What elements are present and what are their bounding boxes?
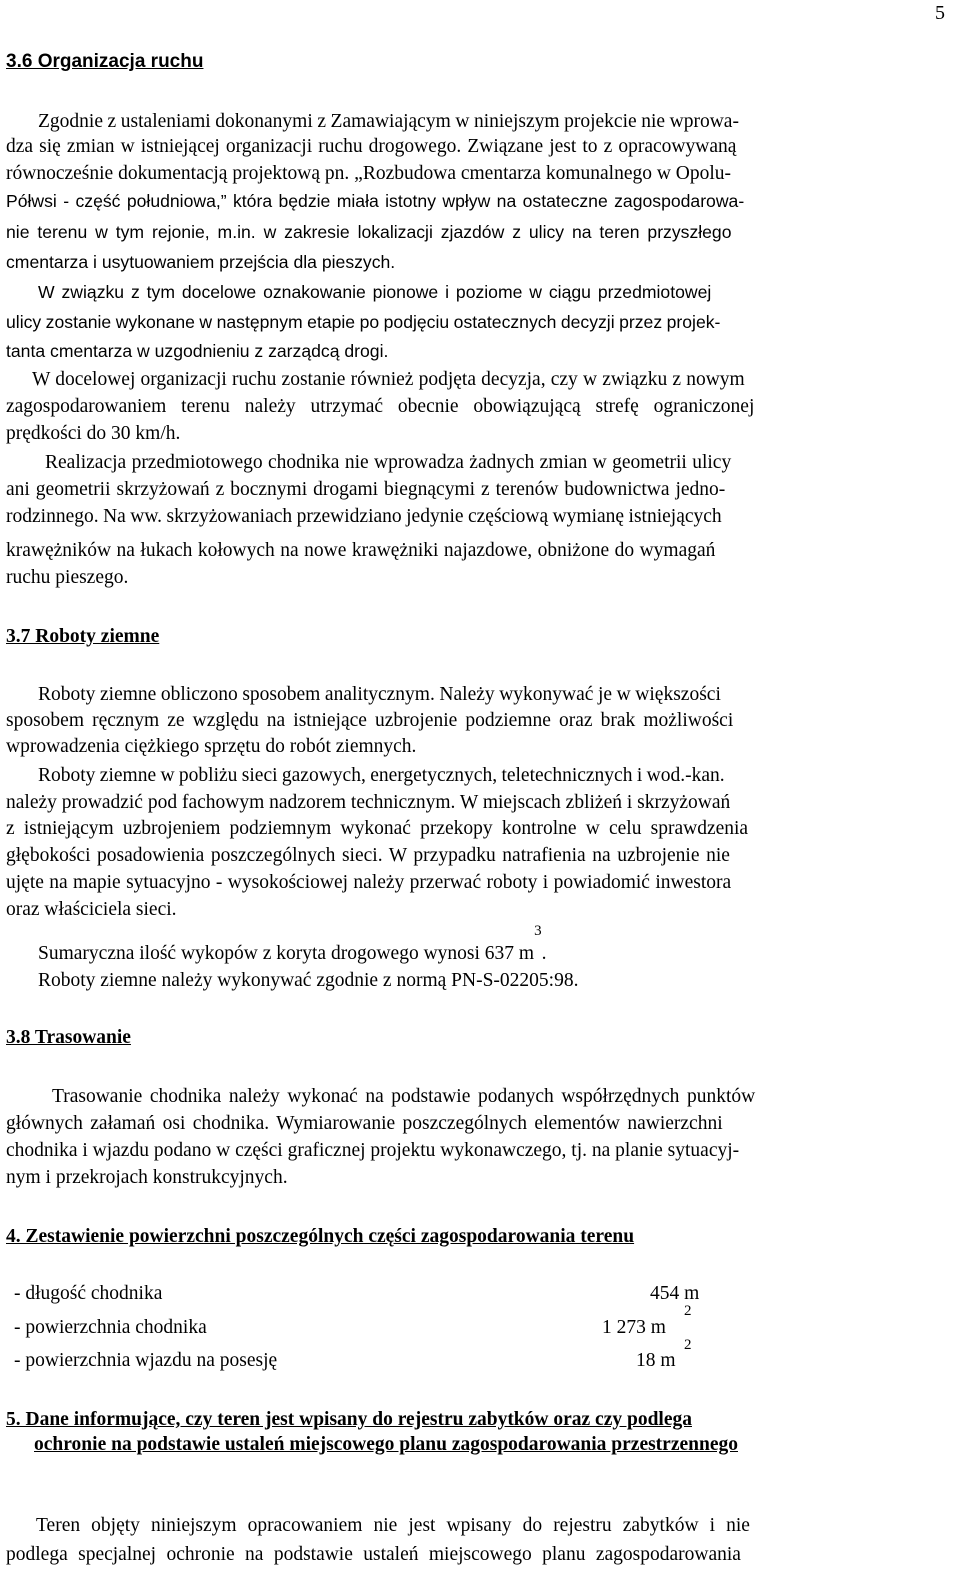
area-row-label: - powierzchnia wjazdu na posesję: [14, 1350, 278, 1371]
section-heading-5-line2: ochronie na podstawie ustaleń miejscowego planu zagospodarowania przestrzennego: [34, 1434, 738, 1455]
paragraph-line: Roboty ziemne należy wykonywać zgodnie z normą PN-S-02205:98.: [38, 970, 579, 991]
paragraph-line: Zgodnie z ustaleniami dokonanymi z Zamawiającym w niniejszym projekcie nie wprowa-: [38, 111, 739, 132]
paragraph-line: należy prowadzić pod fachowym nadzorem technicznym. W miejscach zbliżeń i skrzyżowań: [6, 792, 731, 813]
paragraph-line: Roboty ziemne w pobliżu sieci gazowych, energetycznych, teletechnicznych i wod.-kan.: [38, 765, 725, 786]
paragraph-line: ulicy zostanie wykonane w następnym etapie po podjęciu ostatecznych decyzji przez projek-: [6, 312, 721, 332]
area-row-label: - powierzchnia chodnika: [14, 1317, 207, 1338]
volume-suffix: .: [541, 943, 547, 964]
volume-line: [38, 923, 547, 967]
paragraph-line: chodnika i wjazdu podano w części graficznej projektu wykonawczego, tj. na planie sytuacyj-: [6, 1140, 740, 1161]
area-row-value: 18 m: [636, 1350, 676, 1371]
section-heading-3-6: 3.6 Organizacja ruchu: [6, 51, 204, 72]
paragraph-line: głębokości posadowienia poszczególnych sieci. W przypadku natrafienia na uzbrojenie nie: [6, 845, 730, 866]
section-heading-5-line1: 5. Dane informujące, czy teren jest wpisany do rejestru zabytków oraz czy podlega: [6, 1409, 692, 1430]
paragraph-line: głównych załamań osi chodnika. Wymiarowanie poszczególnych elementów nawierzchni: [6, 1113, 723, 1134]
paragraph-line: W związku z tym docelowe oznakowanie pionowe i poziome w ciągu przedmiotowej: [38, 282, 712, 302]
paragraph-line: ani geometrii skrzyżowań z bocznymi drogami biegnącymi z terenów budownictwa jedno-: [6, 479, 726, 500]
section-heading-3-8: 3.8 Trasowanie: [6, 1027, 131, 1048]
paragraph-line: rodzinnego. Na ww. skrzyżowaniach przewidziano jedynie częściową wymianę istniejących: [6, 506, 722, 527]
paragraph-line: cmentarza i usytuowaniem przejścia dla pieszych.: [6, 252, 396, 272]
paragraph-line: krawężników na łukach kołowych na nowe krawężniki najazdowe, obniżone do wymagań: [6, 540, 716, 561]
paragraph-line: zagospodarowaniem terenu należy utrzymać obecnie obowiązującą strefę ograniczonej: [6, 396, 755, 417]
paragraph-line: równocześnie dokumentacją projektową pn. „Rozbudowa cmentarza komunalnego w Opolu-: [6, 163, 732, 184]
area-row-exponent: 2: [684, 1303, 692, 1319]
paragraph-line: wprowadzenia ciężkiego sprzętu do robót ziemnych.: [6, 736, 417, 757]
paragraph-line: W docelowej organizacji ruchu zostanie również podjęta decyzja, czy w związku z nowym: [32, 369, 745, 390]
area-row-label: - długość chodnika: [14, 1283, 163, 1304]
paragraph-line: ujęte na mapie sytuacyjno - wysokościowej należy przerwać roboty i powiadomić inwestora: [6, 872, 732, 893]
area-row-value: 1 273 m: [602, 1317, 666, 1338]
paragraph-line: ruchu pieszego.: [6, 567, 129, 588]
page-number: 5: [935, 2, 945, 24]
paragraph-line: oraz właściciela sieci.: [6, 899, 177, 920]
paragraph-line: nym i przekrojach konstrukcyjnych.: [6, 1167, 288, 1188]
paragraph-line: tanta cmentarza w uzgodnieniu z zarządcą drogi.: [6, 341, 389, 361]
volume-text: Sumaryczna ilość wykopów z koryta drogowego wynosi 637 m: [38, 943, 535, 964]
paragraph-line: z istniejącym uzbrojeniem podziemnym wykonać przekopy kontrolne w celu sprawdzenia: [6, 818, 749, 839]
area-row-value: 454 m: [650, 1283, 700, 1304]
paragraph-line: nie terenu w tym rejonie, m.in. w zakresie lokalizacji zjazdów z ulicy na teren przyszłego: [6, 222, 732, 242]
area-row-exponent: 2: [684, 1337, 692, 1353]
section-heading-3-7: 3.7 Roboty ziemne: [6, 626, 160, 647]
paragraph-line: Półwsi - część południowa,” która będzie miała istotny wpływ na ostateczne zagospodarowa-: [6, 191, 745, 211]
paragraph-line: Roboty ziemne obliczono sposobem analitycznym. Należy wykonywać je w większości: [38, 684, 721, 705]
paragraph-line: podlega specjalnej ochronie na podstawie ustaleń miejscowego planu zagospodarowania: [6, 1544, 741, 1565]
paragraph-line: prędkości do 30 km/h.: [6, 423, 181, 444]
paragraph-line: sposobem ręcznym ze względu na istniejące uzbrojenie podziemne oraz brak możliwości: [6, 710, 734, 731]
section-heading-4: 4. Zestawienie powierzchni poszczególnych części zagospodarowania terenu: [6, 1226, 635, 1247]
paragraph-line: Trasowanie chodnika należy wykonać na podstawie podanych współrzędnych punktów: [52, 1086, 756, 1107]
paragraph-line: Realizacja przedmiotowego chodnika nie wprowadza żadnych zmian w geometrii ulicy: [45, 452, 732, 473]
paragraph-line: dza się zmian w istniejącej organizacji ruchu drogowego. Związane jest to z opracowywaną: [6, 136, 737, 157]
volume-exponent: 3: [534, 923, 542, 939]
paragraph-line: Teren objęty niniejszym opracowaniem nie jest wpisany do rejestru zabytków i nie: [36, 1515, 750, 1536]
